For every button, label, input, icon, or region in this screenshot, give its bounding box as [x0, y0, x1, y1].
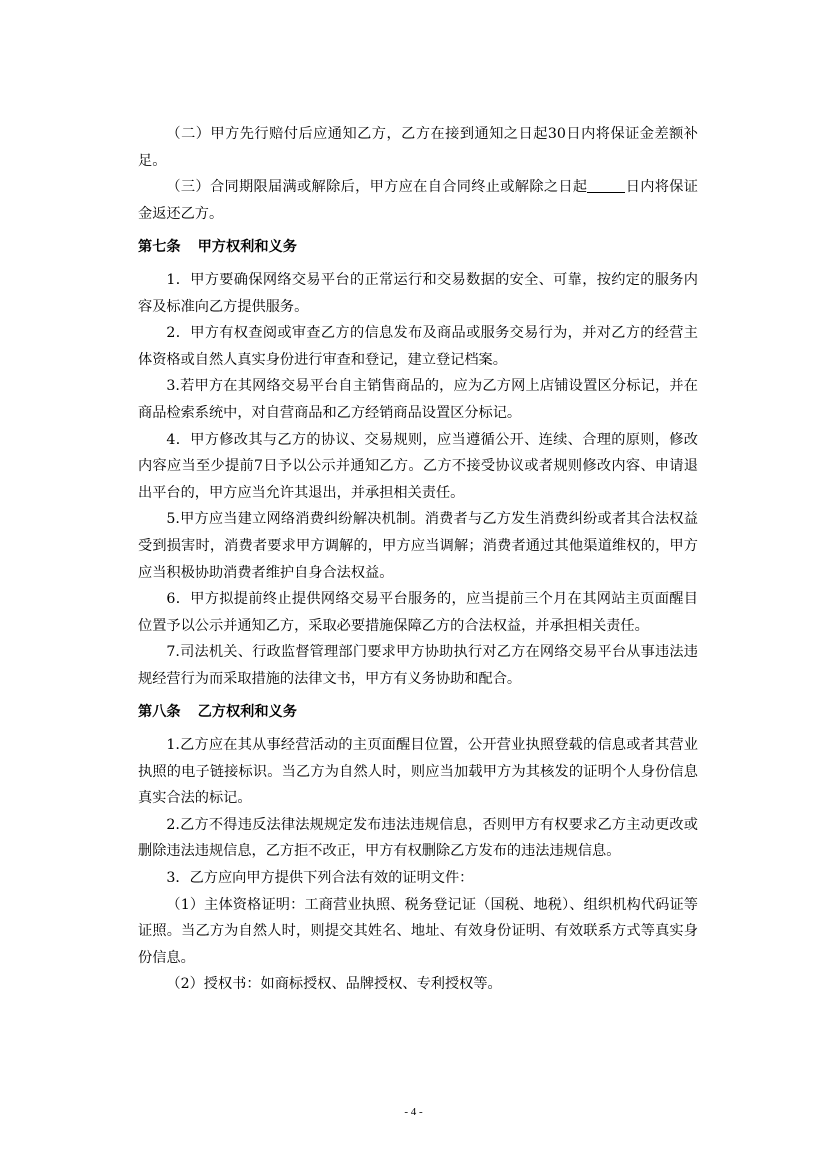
- clause-6-item-2: （二）甲方先行赔付后应通知乙方，乙方在接到通知之日起30日内将保证金差额补足。: [138, 126, 698, 169]
- document-body: [138, 121, 698, 998]
- heading-article-8: [138, 699, 698, 726]
- article-7-item-2: 2．甲方有权查阅或审查乙方的信息发布及商品或服务交易行为，并对乙方的经营主体资格或自然人真实身份进行审查和登记，建立登记档案。: [138, 325, 698, 368]
- article-8-item-3-sub-1: （1）主体资格证明：工商营业执照、税务登记证（国税、地税）、组织机构代码证等证照。当乙方为自然人时，则提交其姓名、地址、有效身份证明、有效联系方式等真实身份信息。: [138, 896, 698, 966]
- clause-6-item-3: [138, 174, 698, 227]
- article-8-item-3: 3．乙方应向甲方提供下列合法有效的证明文件：: [166, 870, 474, 887]
- fill-in-blank[interactable]: [587, 176, 625, 193]
- clause-6-item-3-part-a: （三）合同期限届满或解除后，甲方应在自合同终止或解除之日起: [166, 179, 588, 196]
- article-7-item-5: 5.甲方应当建立网络消费纠纷解决机制。消费者与乙方发生消费纠纷或者其合法权益受到损害时，消费者要求甲方调解的，甲方应当调解；消费者通过其他渠道维权的，甲方应当积极协助消费者维护自身合法权益。: [138, 511, 698, 581]
- article-7-item-1: 1．甲方要确保网络交易平台的正常运行和交易数据的安全、可靠，按约定的服务内容及标准向乙方提供服务。: [138, 271, 698, 315]
- page-number: - 4 -: [404, 1106, 423, 1118]
- article-7-item-7: 7.司法机关、行政监督管理部门要求甲方协助执行对乙方在网络交易平台从事违法违规经营行为而采取措施的法律文书，甲方有义务协助和配合。: [138, 644, 698, 687]
- heading-article-7-number: 第七条: [138, 239, 181, 256]
- article-8-item-1: 1.乙方应在其从事经营活动的主页面醒目位置，公开营业执照登载的信息或者其营业执照的电子链接标识。当乙方为自然人时，则应当加载甲方为其核发的证明个人身份信息真实合法的标记。: [138, 737, 698, 807]
- article-7-item-6: 6．甲方拟提前终止提供网络交易平台服务的，应当提前三个月在其网站主页面醒目位置予以公示并通知乙方，采取必要措施保障乙方的合法权益，并承担相关责任。: [138, 591, 698, 634]
- heading-article-8-number: 第八条: [138, 704, 181, 721]
- article-7-item-3: 3.若甲方在其网络交易平台自主销售商品的，应为乙方网上店铺设置区分标记，并在商品检索系统中，对自营商品和乙方经销商品设置区分标记。: [138, 378, 698, 421]
- heading-article-7-title: 甲方权利和义务: [197, 239, 297, 256]
- heading-article-7: [138, 234, 698, 261]
- clause-6-item-3-part-b: 日内将保证金返还乙方。: [138, 179, 698, 222]
- heading-article-8-title: 乙方权利和义务: [197, 704, 297, 721]
- article-8-item-2: 2.乙方不得违反法律法规规定发布违法违规信息，否则甲方有权要求乙方主动更改或删除违法违规信息，乙方拒不改正，甲方有权删除乙方发布的违法违规信息。: [138, 816, 698, 860]
- article-7-item-4: 4．甲方修改其与乙方的协议、交易规则，应当遵循公开、连续、合理的原则，修改内容应当至少提前7日予以公示并通知乙方。乙方不接受协议或者规则修改内容、申请退出平台的，甲方应当允许其退出，并承担相关责任。: [138, 431, 698, 501]
- article-8-item-3-sub-2: （2）授权书：如商标授权、品牌授权、专利授权等。: [166, 976, 502, 993]
